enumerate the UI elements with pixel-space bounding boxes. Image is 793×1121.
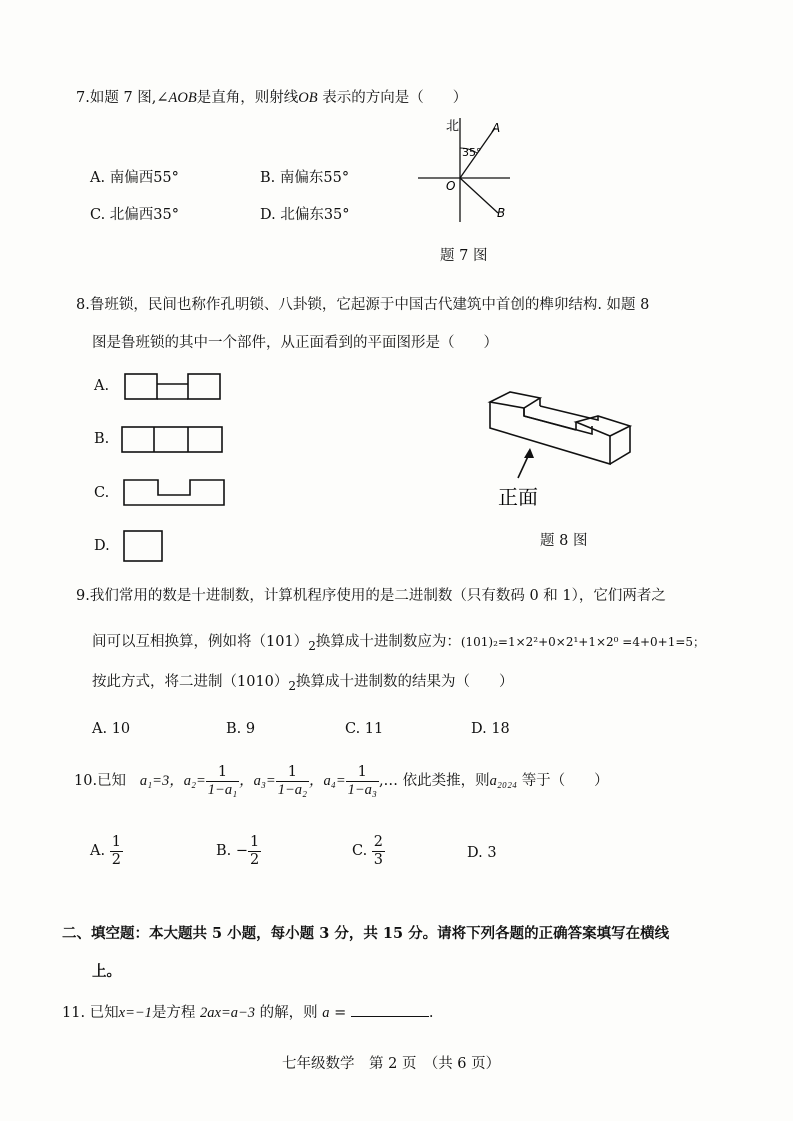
q10-option-b[interactable]: B. − $\frac{1}{2}$ [216,834,260,868]
q7-option-b[interactable]: B. 南偏东55° [260,170,350,186]
q9-option-b[interactable]: B. 9 [226,721,256,737]
q7-north-label: 北 [446,119,460,134]
q9-option-a[interactable]: A. 10 [92,721,131,737]
q9-formula: (101)₂=1×2²+0×2¹+1×2⁰ =4+0+1=5； [460,635,706,649]
q9-option-d[interactable]: D. 18 [471,721,510,737]
section2-heading-cont: 上。 [92,963,121,980]
q9-stem-line3: 按此方式，将二进制$(1010)_2$换算成十进制数的结果为（ ） [92,674,514,693]
q8-front-label: 正面 [498,485,538,509]
q8-option-a-label[interactable]: A. [94,378,110,394]
q8-option-a-figure[interactable] [124,372,224,402]
q9-stem-line1: 9.我们常用的数是十进制数，计算机程序使用的是二进制数（只有数码 0 和 1），它们两者之 [76,588,666,604]
q10-option-a[interactable]: A. $\frac{1}{2}$ [90,834,121,868]
q9-option-c[interactable]: C. 11 [345,721,384,737]
q7-point-a: A [492,121,501,135]
q8-figure [480,386,640,516]
q8-option-b-label[interactable]: B. [94,431,110,447]
q7-angle-label: 35° [462,146,482,159]
q8-stem-line1: 8.鲁班锁，民间也称作孔明锁、八卦锁，它起源于中国古代建筑中首创的榫卯结构. 如题 8 [76,297,650,313]
q7-point-b: B [497,206,506,220]
q9-stem-line2: 间可以互相换算，例如将$(101)_2$换算成十进制数应为：(101)₂=1×2²+0×2¹+1×2⁰ =4+0+1=5； [92,634,706,653]
q8-caption: 题 8 图 [540,533,588,549]
q7-point-o: O [446,179,456,193]
q7-option-c[interactable]: C. 北偏西35° [90,207,179,223]
q8-option-d-figure[interactable] [122,529,166,565]
page-footer: 七年级数学 第 2 页 （共 6 页） [282,1056,501,1072]
q8-option-c-figure[interactable] [122,478,228,508]
q8-option-b-figure[interactable] [120,425,226,455]
q8-stem-line2: 图是鲁班锁的其中一个部件，从正面看到的平面图形是（ ） [92,335,498,351]
q7-option-a[interactable]: A. 南偏西55° [90,170,179,186]
q11-stem: 11. 已知x=−1是方程 2ax=a−3 的解，则 a = . [62,1001,434,1022]
section2-heading: 二、填空题：本大题共 5 小题，每小题 3 分，共 15 分。请将下列各题的正确答案填写在横线 [62,925,670,942]
q7-caption: 题 7 图 [440,248,488,264]
q11-answer-blank[interactable] [351,1002,429,1017]
q8-option-d-label[interactable]: D. [94,538,110,554]
q8-option-c-label[interactable]: C. [94,485,110,501]
q7-option-d[interactable]: D. 北偏东35° [260,207,350,223]
q7-figure [410,110,530,230]
q10-option-c[interactable]: C. $\frac{2}{3}$ [352,834,384,868]
q10-option-d[interactable]: D. 3 [467,845,497,861]
q10-stem: 10.已知 a₁=3，a₂= $\frac{1}{\text{1−a₁}}$ ，a₃= $\frac{1}{\text{1−a₂}}$ ，a₄= $\frac{1}{\text{1−a₃}}$ ,… 依此类推，则a₂₀₂₄ 等于（ ） [74,764,609,798]
q7-stem: 7.如题 7 图,∠AOB是直角，则射线OB 表示的方向是（ ） [76,90,468,106]
